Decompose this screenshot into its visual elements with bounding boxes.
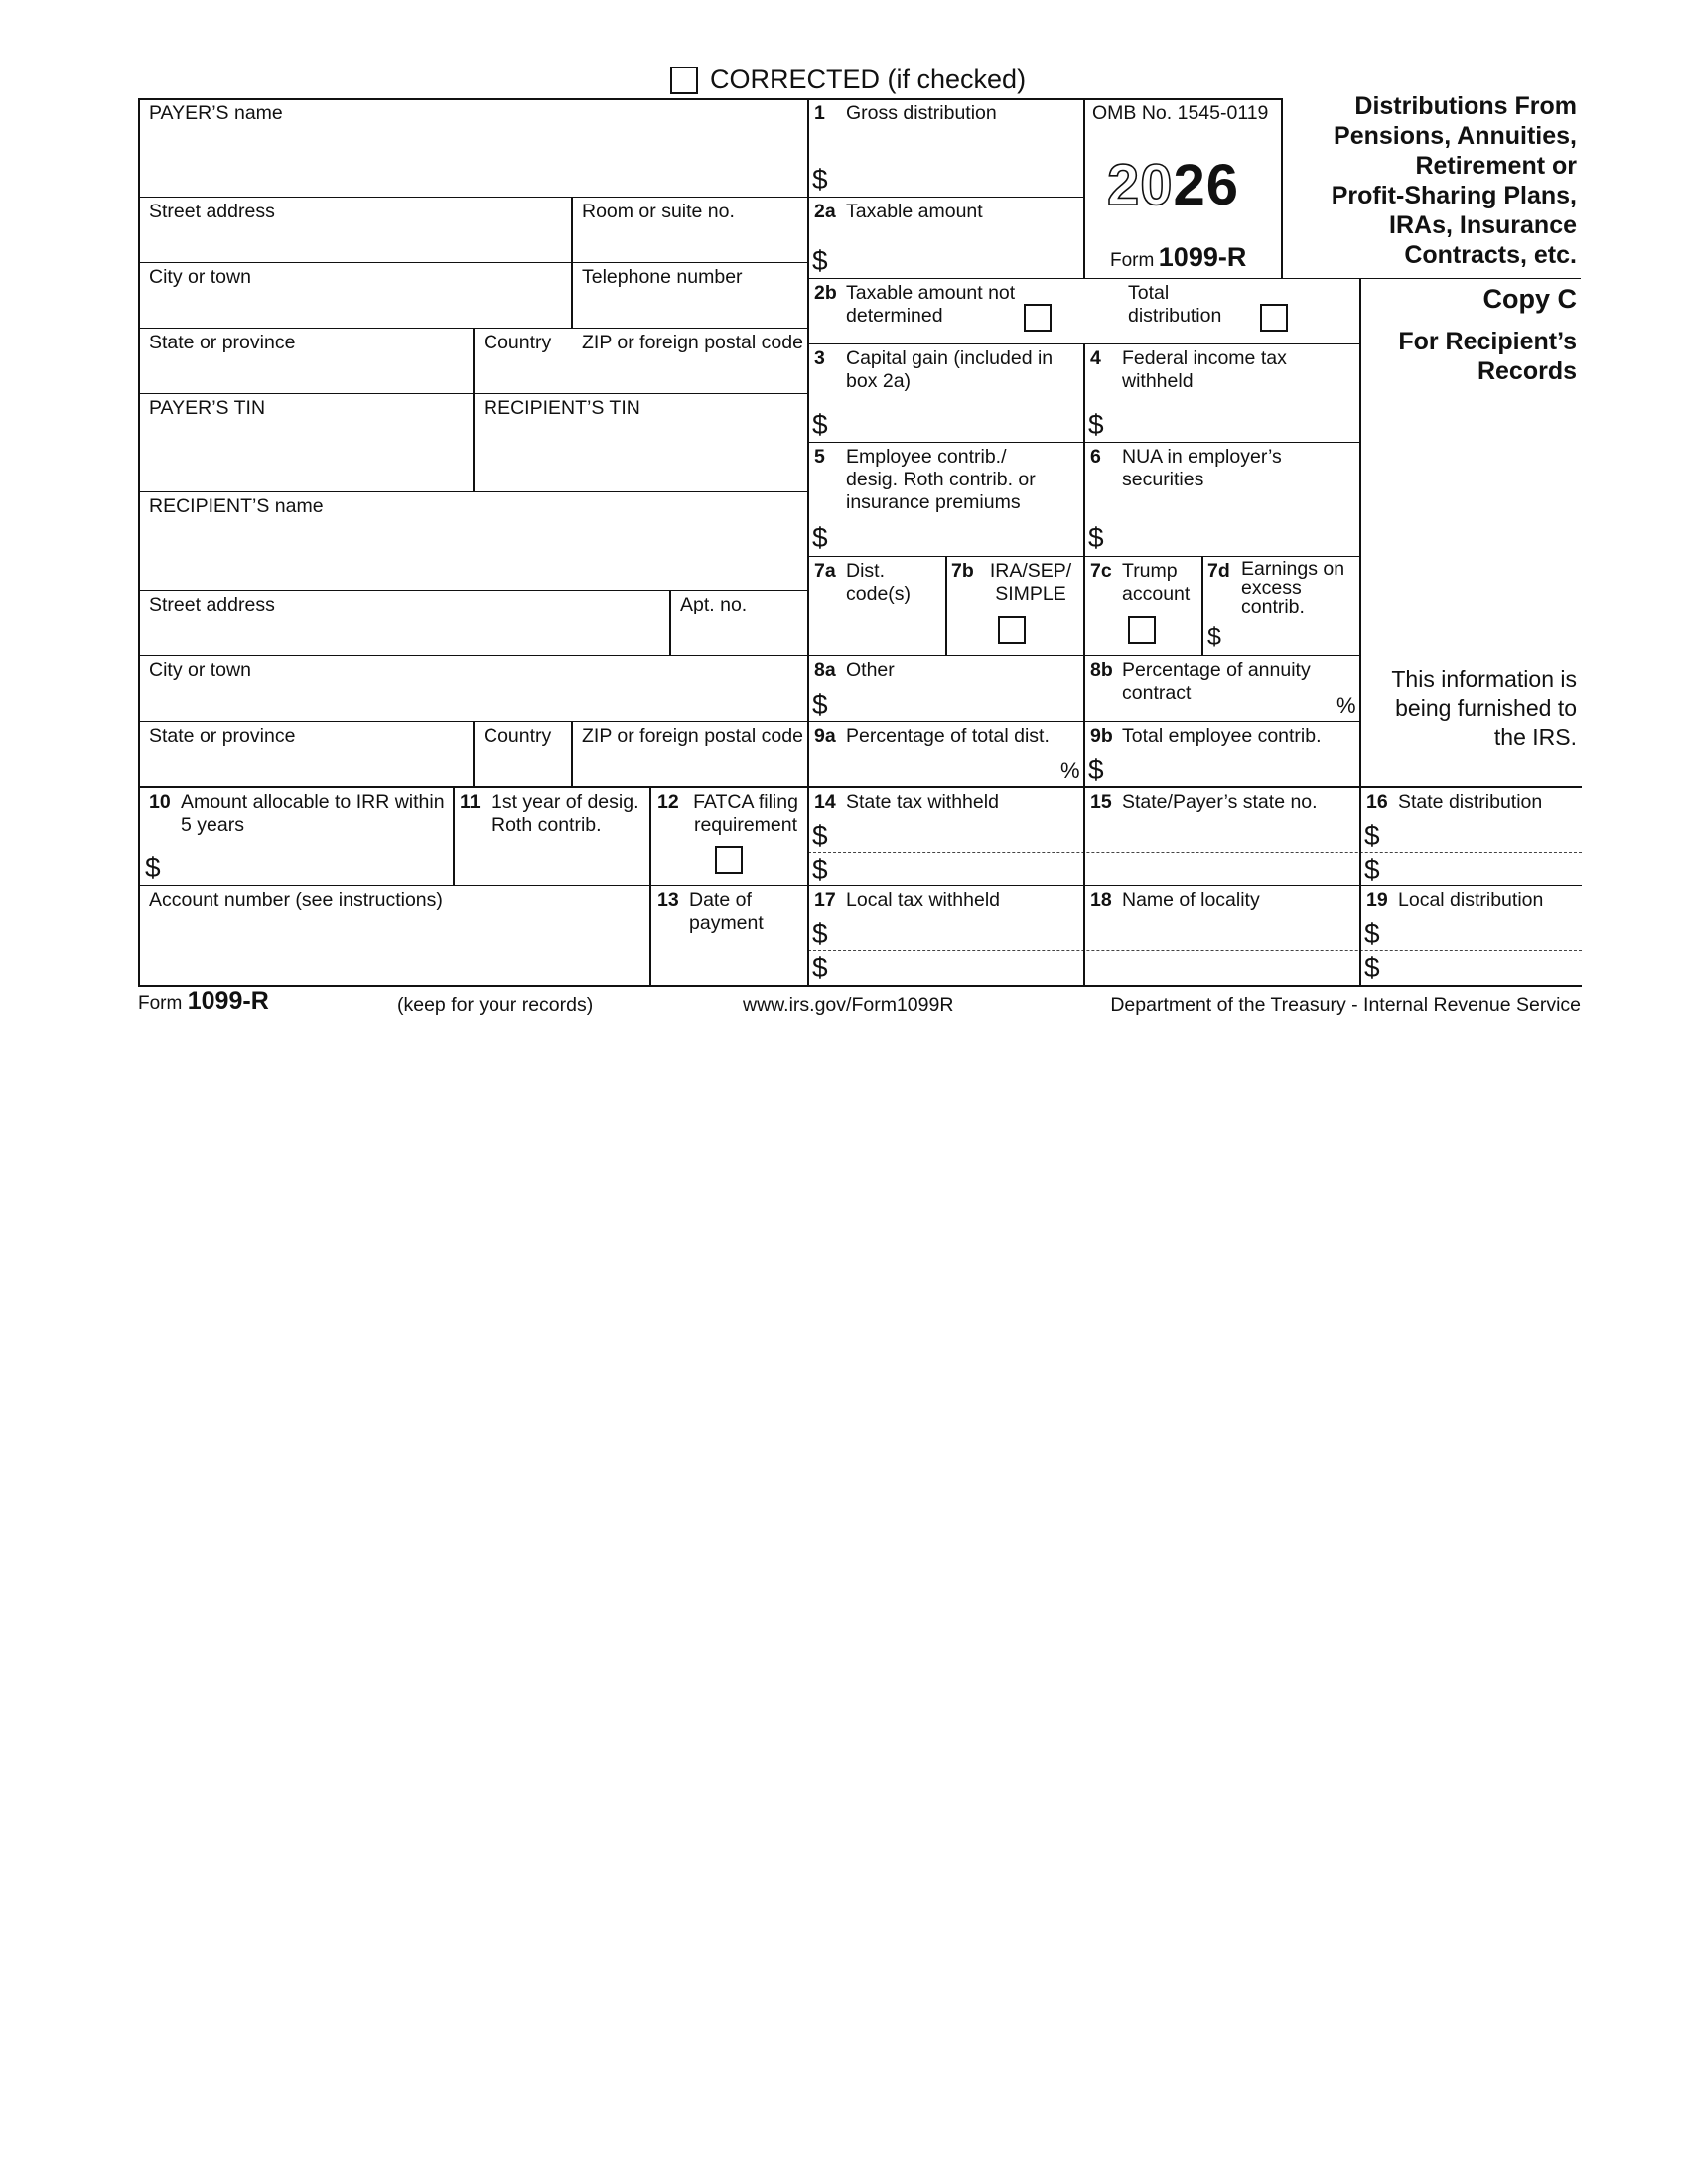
box9a-percent-sign: % — [1060, 758, 1080, 783]
recipient-country-field[interactable] — [476, 749, 569, 784]
form-word: Form — [1110, 250, 1155, 271]
box13-number: 13 — [657, 889, 679, 911]
box8b-label — [1090, 659, 1113, 682]
box13-field[interactable] — [652, 937, 806, 983]
payer-street-field[interactable] — [141, 224, 569, 260]
box3-label — [814, 347, 825, 370]
box7b-text: IRA/SEP/ SIMPLE — [989, 560, 1072, 605]
box14-label — [814, 791, 999, 814]
box7c-number: 7c — [1090, 560, 1112, 582]
box9b-label — [1090, 725, 1322, 748]
box9a-number: 9a — [814, 725, 836, 747]
box16-number: 16 — [1366, 791, 1388, 813]
box14-dollar-sign: $ — [812, 854, 828, 885]
box10-field[interactable] — [169, 846, 451, 883]
box9b-number: 9b — [1090, 725, 1113, 747]
box8a-dollar-sign: $ — [812, 689, 828, 720]
box17-text: Local tax withheld — [846, 889, 1001, 911]
box2a-text: Taxable amount — [846, 201, 983, 222]
box1-dollar-sign: $ — [812, 164, 828, 195]
box19-text: Local distribution — [1398, 889, 1544, 911]
box15-field-1[interactable] — [1086, 818, 1357, 850]
box8b-number: 8b — [1090, 659, 1113, 681]
box1-label — [814, 102, 997, 125]
box9a-field[interactable] — [836, 754, 1056, 784]
payer-room-label: Room or suite no. — [582, 201, 735, 222]
box18-field-2[interactable] — [1086, 953, 1357, 983]
tax-year — [1107, 151, 1239, 220]
rule — [138, 262, 808, 263]
box6-text: NUA in employer’s securities — [1122, 446, 1282, 490]
box7b-label — [951, 560, 974, 583]
box15-text: State/Payer’s state no. — [1122, 791, 1318, 813]
box2b-number: 2b — [814, 282, 837, 304]
payer-street-label: Street address — [149, 201, 275, 222]
box6-label — [1090, 446, 1101, 469]
box14-field-2[interactable] — [836, 854, 1081, 883]
box6-field[interactable] — [1112, 516, 1357, 554]
col-divider — [1201, 556, 1203, 655]
box8a-text: Other — [846, 659, 895, 681]
box19-dollar-sign: $ — [1364, 952, 1380, 983]
form-left-border — [138, 98, 140, 985]
box5-text: Employee contrib./ desig. Roth contrib. or insurance premiums — [846, 446, 1036, 513]
recipient-name-label: RECIPIENT’S name — [149, 495, 324, 517]
payer-room-field[interactable] — [574, 224, 806, 260]
box3-number: 3 — [814, 347, 825, 369]
form-number: 1099-R — [1158, 242, 1247, 272]
recipient-state-label: State or province — [149, 725, 296, 747]
recipient-city-field[interactable] — [141, 683, 806, 719]
box7d-dollar-sign: $ — [1207, 623, 1221, 651]
corrected-checkbox[interactable] — [670, 67, 698, 94]
recipient-zip-label: ZIP or foreign postal code — [582, 725, 803, 747]
payer-phone-label: Telephone number — [582, 266, 743, 288]
dashed-rule — [808, 950, 1582, 951]
box7d-text: Earnings on excess contrib. — [1241, 558, 1345, 617]
box4-dollar-sign: $ — [1088, 409, 1104, 440]
box17-field-1[interactable] — [836, 916, 1081, 948]
box7b-number: 7b — [951, 560, 974, 582]
form-bottom-border-right — [1083, 985, 1582, 987]
box8b-text: Percentage of annuity contract — [1122, 659, 1311, 704]
form-title-line: Pensions, Annuities, — [1334, 122, 1577, 150]
box7c-label — [1090, 560, 1112, 583]
rule — [138, 885, 1582, 886]
box7d-field[interactable] — [1229, 615, 1356, 653]
box17-field-2[interactable] — [836, 953, 1081, 983]
box7a-field[interactable] — [812, 610, 943, 653]
box9b-field[interactable] — [1112, 751, 1357, 784]
form-title-line: IRAs, Insurance — [1389, 211, 1577, 239]
copy-for-line: For Recipient’s — [1398, 328, 1577, 355]
rule — [138, 590, 808, 591]
total-distribution-checkbox[interactable] — [1260, 304, 1288, 332]
box19-label — [1366, 889, 1543, 912]
box9a-text: Percentage of total dist. — [846, 725, 1050, 747]
box7a-text: Dist. code(s) — [846, 560, 912, 605]
box7a-number: 7a — [814, 560, 836, 582]
irs-info-line: the IRS. — [1493, 724, 1577, 750]
copy-for-line: Records — [1477, 357, 1577, 385]
recipient-zip-field[interactable] — [574, 749, 806, 784]
rule — [808, 197, 1083, 198]
box9b-dollar-sign: $ — [1088, 754, 1104, 785]
box7c-text: Trump account — [1122, 560, 1191, 605]
box10-label — [149, 791, 171, 814]
box11-text: 1st year of desig. Roth contrib. — [492, 791, 639, 836]
box14-text: State tax withheld — [846, 791, 999, 813]
box2b-text: Taxable amount not determined — [846, 282, 1016, 327]
recipient-city-label: City or town — [149, 659, 251, 681]
omb-number: OMB No. 1545-0119 — [1092, 102, 1269, 124]
col-divider — [1083, 98, 1085, 278]
footer-form-word: Form — [138, 993, 183, 1014]
tax-year-outline: 20 — [1107, 153, 1174, 217]
box19-number: 19 — [1366, 889, 1388, 911]
payer-zip-label: ZIP or foreign postal code — [582, 332, 803, 353]
account-number-field[interactable] — [141, 915, 647, 983]
box5-dollar-sign: $ — [812, 522, 828, 553]
box17-dollar-sign: $ — [812, 918, 828, 949]
box15-number: 15 — [1090, 791, 1112, 813]
form-title-line: Distributions From — [1354, 92, 1577, 120]
box7a-label — [814, 560, 836, 583]
account-number-label: Account number (see instructions) — [149, 889, 443, 911]
footer-form-number: 1099-R — [187, 987, 269, 1015]
irs-info-line: being furnished to — [1395, 695, 1577, 721]
recipient-apt-label: Apt. no. — [680, 594, 748, 615]
payer-tin-label: PAYER’S TIN — [149, 397, 266, 419]
box15-label — [1090, 791, 1318, 814]
col-divider — [473, 721, 475, 786]
box5-label — [814, 446, 825, 469]
box2b-label — [814, 282, 846, 305]
box17-label — [814, 889, 1000, 912]
box3-field[interactable] — [836, 402, 1081, 440]
box10-dollar-sign: $ — [145, 852, 161, 883]
col-divider — [453, 786, 455, 885]
form-top-border — [138, 98, 1283, 100]
box10-text: Amount allocable to IRR within 5 years — [181, 791, 445, 836]
irs-info-line: This information is — [1391, 666, 1577, 692]
col-divider — [669, 590, 671, 655]
box7d-label — [1207, 560, 1230, 583]
rule — [138, 786, 1582, 788]
form-id-header — [1110, 242, 1246, 273]
box7b-checkbox[interactable] — [998, 616, 1026, 644]
rule — [138, 491, 808, 492]
form-title — [1279, 91, 1577, 270]
payer-country-label: Country — [484, 332, 552, 353]
copy-c-heading: Copy C — [1482, 284, 1577, 314]
box2a-number: 2a — [814, 201, 836, 222]
box8a-label — [814, 659, 895, 682]
col-divider — [473, 328, 475, 491]
box4-field[interactable] — [1112, 402, 1357, 440]
recipient-state-field[interactable] — [141, 749, 471, 784]
form-title-line: Contracts, etc. — [1404, 241, 1577, 269]
box12-text: FATCA filing requirement — [693, 791, 798, 836]
box12-number: 12 — [657, 791, 679, 813]
payer-tin-field[interactable] — [141, 421, 471, 489]
col-divider — [571, 721, 573, 786]
recipient-apt-field[interactable] — [672, 617, 806, 653]
box19-dollar-sign: $ — [1364, 918, 1380, 949]
recipient-street-label: Street address — [149, 594, 275, 615]
col-divider — [945, 556, 947, 655]
box18-text: Name of locality — [1122, 889, 1260, 911]
box11-number: 11 — [460, 791, 481, 813]
box10-number: 10 — [149, 791, 171, 813]
form-title-line: Retirement or — [1415, 152, 1577, 180]
col-divider — [1083, 343, 1085, 985]
box3-text: Capital gain (included in box 2a) — [846, 347, 1054, 392]
box2a-dollar-sign: $ — [812, 245, 828, 276]
box19-field-1[interactable] — [1388, 916, 1581, 948]
payer-name-label: PAYER’S name — [149, 102, 283, 124]
payer-country-field[interactable] — [476, 355, 569, 391]
box1-text: Gross distribution — [846, 102, 997, 124]
box15-field-2[interactable] — [1086, 854, 1357, 883]
box1-number: 1 — [814, 102, 825, 124]
dashed-rule — [808, 852, 1582, 853]
box13-label — [657, 889, 679, 912]
box9a-label — [814, 725, 1050, 748]
recipient-street-field[interactable] — [141, 617, 667, 653]
box12-label — [657, 791, 679, 814]
box17-dollar-sign: $ — [812, 952, 828, 983]
payer-city-label: City or town — [149, 266, 251, 288]
copy-for-recipient — [1358, 327, 1577, 386]
form-bottom-border — [138, 985, 1084, 987]
corrected-label: CORRECTED (if checked) — [710, 65, 1027, 94]
box18-number: 18 — [1090, 889, 1112, 911]
box16-field-2[interactable] — [1388, 854, 1581, 883]
rule — [138, 197, 808, 198]
irs-info-notice — [1358, 665, 1577, 751]
box18-field-1[interactable] — [1086, 916, 1357, 948]
form-title-line: Profit-Sharing Plans, — [1331, 182, 1577, 209]
box5-number: 5 — [814, 446, 825, 468]
box8b-percent-sign: % — [1336, 693, 1356, 718]
payer-city-field[interactable] — [141, 290, 569, 326]
total-distribution-label: Total distribution — [1128, 282, 1222, 327]
box4-label — [1090, 347, 1101, 370]
col-divider — [807, 98, 809, 985]
box3-dollar-sign: $ — [812, 409, 828, 440]
box14-number: 14 — [814, 791, 836, 813]
box16-text: State distribution — [1398, 791, 1543, 813]
box16-label — [1366, 791, 1542, 814]
box16-dollar-sign: $ — [1364, 854, 1380, 885]
box2a-field[interactable] — [836, 238, 1081, 276]
recipient-tin-field[interactable] — [476, 421, 806, 489]
recipient-country-label: Country — [484, 725, 552, 747]
box11-label — [460, 791, 481, 814]
footer-form-id — [138, 989, 269, 1016]
box5-field[interactable] — [836, 516, 1081, 554]
box12-checkbox[interactable] — [715, 846, 743, 874]
box13-text: Date of payment — [689, 889, 764, 934]
box2b-checkbox[interactable] — [1024, 304, 1052, 332]
payer-name-field[interactable] — [141, 127, 806, 195]
box8a-field[interactable] — [836, 685, 1081, 719]
box1-field[interactable] — [836, 159, 1081, 195]
box14-field-1[interactable] — [836, 818, 1081, 850]
box17-number: 17 — [814, 889, 836, 911]
box11-field[interactable] — [456, 846, 647, 883]
footer-keep-note: (keep for your records) — [397, 994, 594, 1016]
footer-department: Department of the Treasury - Internal Revenue Service — [1110, 994, 1581, 1016]
box9b-text: Total employee contrib. — [1122, 725, 1322, 747]
col-divider — [571, 197, 573, 328]
box16-field-1[interactable] — [1388, 818, 1581, 850]
box6-number: 6 — [1090, 446, 1101, 468]
box7c-checkbox[interactable] — [1128, 616, 1156, 644]
box14-dollar-sign: $ — [812, 820, 828, 851]
box4-number: 4 — [1090, 347, 1101, 369]
rule — [138, 655, 808, 656]
box6-dollar-sign: $ — [1088, 522, 1104, 553]
rule — [808, 278, 1581, 279]
box8b-field[interactable] — [1112, 695, 1333, 719]
box2a-label — [814, 201, 983, 223]
footer-url: www.irs.gov/Form1099R — [743, 994, 954, 1016]
box7d-number: 7d — [1207, 560, 1230, 582]
box19-field-2[interactable] — [1388, 953, 1581, 983]
recipient-name-field[interactable] — [141, 520, 806, 588]
tax-year-solid: 26 — [1173, 153, 1240, 217]
payer-zip-field[interactable] — [574, 355, 806, 391]
payer-phone-field[interactable] — [574, 290, 806, 326]
box16-dollar-sign: $ — [1364, 820, 1380, 851]
payer-state-field[interactable] — [141, 355, 471, 391]
box4-text: Federal income tax withheld — [1122, 347, 1287, 392]
box8a-number: 8a — [814, 659, 836, 681]
payer-state-label: State or province — [149, 332, 296, 353]
recipient-tin-label: RECIPIENT’S TIN — [484, 397, 640, 419]
box18-label — [1090, 889, 1260, 912]
